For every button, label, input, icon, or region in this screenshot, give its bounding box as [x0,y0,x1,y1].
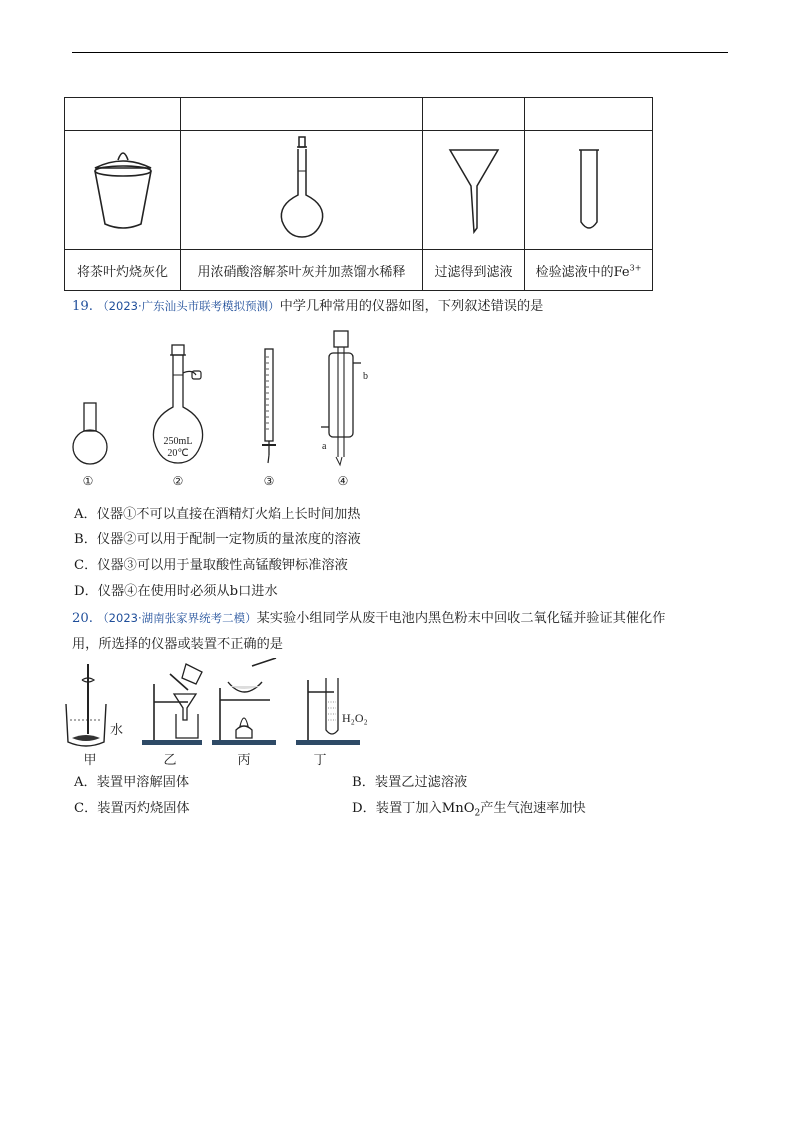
q20-source: （2023·湖南张家界统考二模） [97,611,257,625]
q20-option-c: C．装置丙灼烧固体 [74,801,190,816]
table-image-row [65,131,653,250]
funnel-icon [444,138,504,238]
filtration-setup-icon [142,664,202,745]
table-cell [423,131,525,250]
figure-label: ④ [337,474,349,488]
q19-option-a: A．仪器①不可以直接在酒精灯火焰上长时间加热 [74,507,361,522]
table-text-row [65,250,653,291]
q20-number: 20. [72,611,93,626]
table-cell: 过滤得到滤液 [423,250,525,291]
table-cell [525,98,653,131]
table-cell [65,131,181,250]
q20-option-a: A．装置甲溶解固体 [74,775,190,790]
q20-stem-line-1 [72,609,732,628]
condenser-a-label: a [322,441,327,452]
q20-stem-line-2: 用，所选择的仪器或装置不正确的是 [72,637,283,652]
condenser-b-label: b [363,371,368,382]
table-cell [65,98,181,131]
q20-figure [62,658,392,770]
q19-option-d: D．仪器④在使用时必须从b口进水 [74,584,278,599]
test-tube-h2o2-icon [296,678,368,745]
figure-label: 甲 [83,753,97,768]
table-cell: 将茶叶灼烧灰化 [65,250,181,291]
option-d-text: D．装置丁加入MnO [352,801,475,816]
flask-volume-label: 250mL [163,436,193,447]
q20-stem [72,609,732,654]
burette-icon [262,349,276,463]
table-cell [525,250,653,291]
flask-temp-label: 20℃ [167,448,189,459]
fe-charge: 3+ [629,263,642,273]
q20-stem-text: 某实验小组同学从废干电池内黑色粉末中回收二氧化锰并验证其催化作 [256,611,666,626]
figure-label: 丁 [313,753,327,768]
q19-source: （2023·广东汕头市联考模拟预测） [97,299,280,313]
option-d-text-end: 产生气泡速率加快 [480,801,586,816]
table-cell [423,98,525,131]
figure-label: ③ [263,474,275,488]
option-d-subscript: 2 [474,808,481,819]
q19-figure [70,325,370,495]
h2o2-label: H₂O₂ [342,711,368,725]
q19-number: 19. [72,299,93,314]
q20-option-b: B．装置乙过滤溶液 [352,775,468,790]
evaporation-setup-icon [212,658,276,745]
condenser-icon [321,331,368,465]
volumetric-flask-icon [272,133,332,243]
figure-label: ② [172,474,184,488]
table-cell: 用浓硝酸溶解茶叶灰并加蒸馏水稀释 [181,250,423,291]
header-rule [72,52,728,53]
table-cell [181,98,423,131]
experiment-table [64,97,653,291]
figure-label: ① [82,474,94,488]
beaker-stirring-icon [66,664,123,746]
crucible-icon [78,138,168,238]
round-flask-icon [73,403,107,464]
volumetric-flask-250-icon [153,345,202,463]
q19-stem [72,297,543,316]
q19-stem-text: 中学几种常用的仪器如图，下列叙述错误的是 [279,299,544,314]
q19-option-c: C．仪器③可以用于量取酸性高锰酸钾标准溶液 [74,558,348,573]
table-cell [181,131,423,250]
table-header-row [65,98,653,131]
figure-label: 丙 [237,753,251,768]
q19-option-b: B．仪器②可以用于配制一定物质的量浓度的溶液 [74,532,361,547]
figure-label: 乙 [163,753,177,768]
water-label: 水 [110,723,124,738]
table-cell [525,131,653,250]
fe-text: 检验滤液中的Fe [535,264,630,280]
test-tube-icon [569,138,609,238]
q20-option-d [352,799,586,824]
